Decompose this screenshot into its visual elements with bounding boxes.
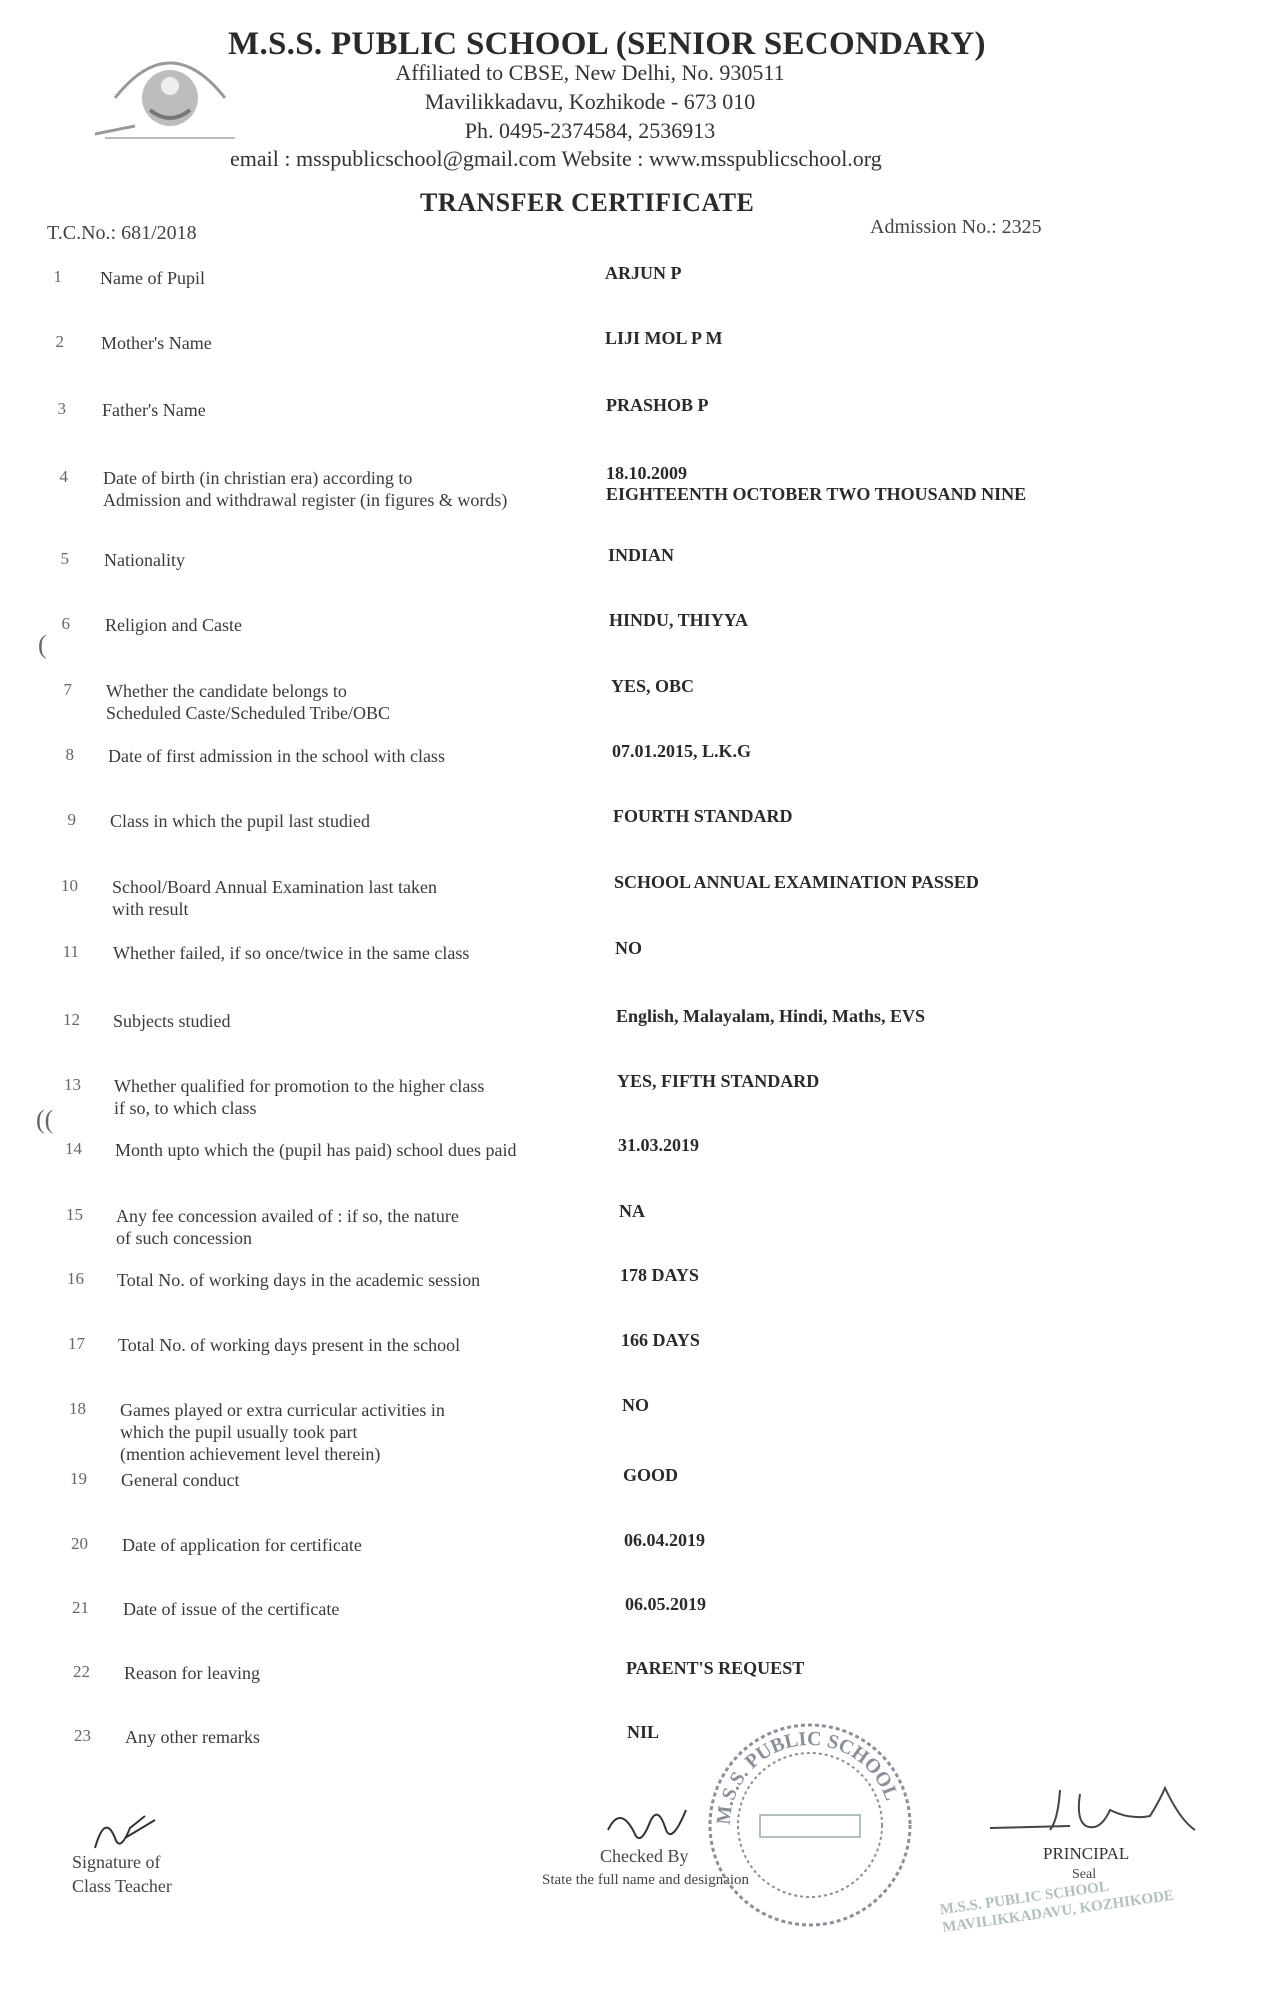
field-number: 20 bbox=[71, 1534, 88, 1553]
field-number: 9 bbox=[67, 810, 76, 829]
field-label: Class in which the pupil last studied bbox=[110, 811, 370, 831]
field-value: 31.03.2019 bbox=[618, 1135, 699, 1155]
field-label: Month upto which the (pupil has paid) school dues paid bbox=[115, 1140, 517, 1160]
field-label: Reason for leaving bbox=[124, 1663, 260, 1683]
field-value: 18.10.2009 EIGHTEENTH OCTOBER TWO THOUSAND NINE bbox=[606, 463, 1027, 504]
field-value: YES, FIFTH STANDARD bbox=[617, 1071, 820, 1091]
school-name: M.S.S. PUBLIC SCHOOL (SENIOR SECONDARY) bbox=[228, 26, 986, 62]
principal-signature bbox=[990, 1780, 1210, 1840]
field-value: 07.01.2015, L.K.G bbox=[612, 741, 752, 761]
admission-number: Admission No.: 2325 bbox=[870, 216, 1042, 238]
checked-by-note: State the full name and designaion bbox=[542, 1872, 750, 1888]
field-label: Name of Pupil bbox=[100, 268, 205, 288]
field-number: 10 bbox=[61, 876, 78, 895]
field-value: 166 DAYS bbox=[621, 1330, 700, 1350]
field-value: GOOD bbox=[623, 1465, 679, 1485]
field-value: NO bbox=[615, 938, 642, 958]
field-value: HINDU, THIYYA bbox=[609, 610, 749, 630]
field-label: Date of issue of the certificate bbox=[123, 1599, 340, 1619]
field-number: 21 bbox=[72, 1598, 89, 1617]
field-label: Whether qualified for promotion to the higher class if so, to which class bbox=[114, 1076, 485, 1118]
school-affiliation: Affiliated to CBSE, New Delhi, No. 930511 bbox=[395, 60, 785, 85]
school-address: Mavilikkadavu, Kozhikode - 673 010 bbox=[424, 89, 756, 114]
field-label: Total No. of working days present in the school bbox=[118, 1335, 461, 1355]
field-number: 13 bbox=[64, 1075, 81, 1094]
field-label: Subjects studied bbox=[113, 1011, 231, 1031]
field-number: 15 bbox=[66, 1205, 83, 1224]
field-number: 23 bbox=[74, 1726, 91, 1745]
field-label: Date of birth (in christian era) according to Admission and withdrawal register (in figures & words) bbox=[103, 468, 508, 510]
principal-label: PRINCIPAL bbox=[1043, 1844, 1130, 1863]
field-value: 178 DAYS bbox=[620, 1265, 699, 1285]
field-number: 22 bbox=[73, 1662, 90, 1681]
school-phone: Ph. 0495-2374584, 2536913 bbox=[464, 118, 716, 143]
field-label: Total No. of working days in the academic session bbox=[117, 1270, 481, 1290]
field-value: NIL bbox=[627, 1722, 660, 1742]
field-value: INDIAN bbox=[608, 545, 675, 565]
field-value: ARJUN P bbox=[605, 263, 682, 283]
field-value: PARENT'S REQUEST bbox=[626, 1658, 805, 1678]
stamp-text: M.S.S. PUBLIC SCHOOL bbox=[712, 1727, 903, 1826]
field-value: 06.05.2019 bbox=[625, 1594, 706, 1614]
field-value: YES, OBC bbox=[611, 676, 695, 696]
field-label: Father's Name bbox=[102, 400, 206, 420]
field-label: Whether the candidate belongs to Scheduled Caste/Scheduled Tribe/OBC bbox=[106, 681, 390, 723]
field-label: General conduct bbox=[121, 1470, 240, 1490]
seal-label: Seal bbox=[1072, 1867, 1097, 1882]
field-number: 14 bbox=[65, 1139, 82, 1158]
field-label: Mother's Name bbox=[101, 333, 212, 353]
checked-by-label: Checked By bbox=[600, 1846, 689, 1866]
field-label: Any other remarks bbox=[125, 1727, 260, 1747]
field-label: Any fee concession availed of : if so, the nature of such concession bbox=[116, 1206, 459, 1248]
field-number: 5 bbox=[60, 549, 69, 568]
field-number: 11 bbox=[62, 942, 79, 961]
punch-mark: (( bbox=[36, 1105, 54, 1134]
field-number: 3 bbox=[57, 399, 66, 418]
field-number: 18 bbox=[69, 1399, 86, 1418]
field-number: 8 bbox=[65, 745, 74, 764]
field-number: 1 bbox=[53, 267, 62, 286]
field-number: 2 bbox=[55, 332, 64, 351]
field-number: 16 bbox=[67, 1269, 84, 1288]
field-number: 12 bbox=[63, 1010, 80, 1029]
punch-mark: ( bbox=[38, 630, 47, 659]
school-seal-stamp bbox=[700, 1715, 920, 1935]
document-title: TRANSFER CERTIFICATE bbox=[420, 188, 755, 217]
field-number: 4 bbox=[59, 467, 68, 486]
field-value: FOURTH STANDARD bbox=[613, 806, 793, 826]
class-teacher-signature bbox=[85, 1808, 165, 1856]
school-logo bbox=[95, 38, 245, 148]
field-value: NO bbox=[622, 1395, 649, 1415]
field-value: SCHOOL ANNUAL EXAMINATION PASSED bbox=[614, 872, 979, 892]
field-label: Religion and Caste bbox=[105, 615, 242, 635]
field-value: English, Malayalam, Hindi, Maths, EVS bbox=[616, 1006, 926, 1026]
field-number: 7 bbox=[63, 680, 72, 699]
field-label: Nationality bbox=[104, 550, 185, 570]
field-value: LIJI MOL P M bbox=[605, 328, 723, 348]
class-teacher-label: Signature of Class Teacher bbox=[72, 1852, 172, 1896]
field-number: 19 bbox=[70, 1469, 87, 1488]
field-value: NA bbox=[619, 1201, 645, 1221]
field-label: Date of first admission in the school with class bbox=[108, 746, 445, 766]
field-label: School/Board Annual Examination last taken with result bbox=[112, 877, 437, 919]
field-value: 06.04.2019 bbox=[624, 1530, 705, 1550]
principal-stamp-text: M.S.S. PUBLIC SCHOOL MAVILIKKADAVU, KOZHIKODE bbox=[938, 1878, 1175, 1937]
tc-number: T.C.No.: 681/2018 bbox=[47, 222, 197, 244]
field-label: Games played or extra curricular activities in which the pupil usually took part (mention achievement level therein) bbox=[120, 1400, 445, 1464]
field-number: 17 bbox=[68, 1334, 85, 1353]
field-label: Whether failed, if so once/twice in the same class bbox=[113, 943, 470, 963]
field-value: PRASHOB P bbox=[606, 395, 709, 415]
school-contact: email : msspublicschool@gmail.com Website : www.msspublicschool.org bbox=[230, 146, 882, 171]
field-number: 6 bbox=[61, 614, 70, 633]
checked-by-signature bbox=[600, 1800, 700, 1852]
svg-text:M.S.S. PUBLIC SCHOOL bbox=[713, 1728, 903, 1826]
field-label: Date of application for certificate bbox=[122, 1535, 362, 1555]
